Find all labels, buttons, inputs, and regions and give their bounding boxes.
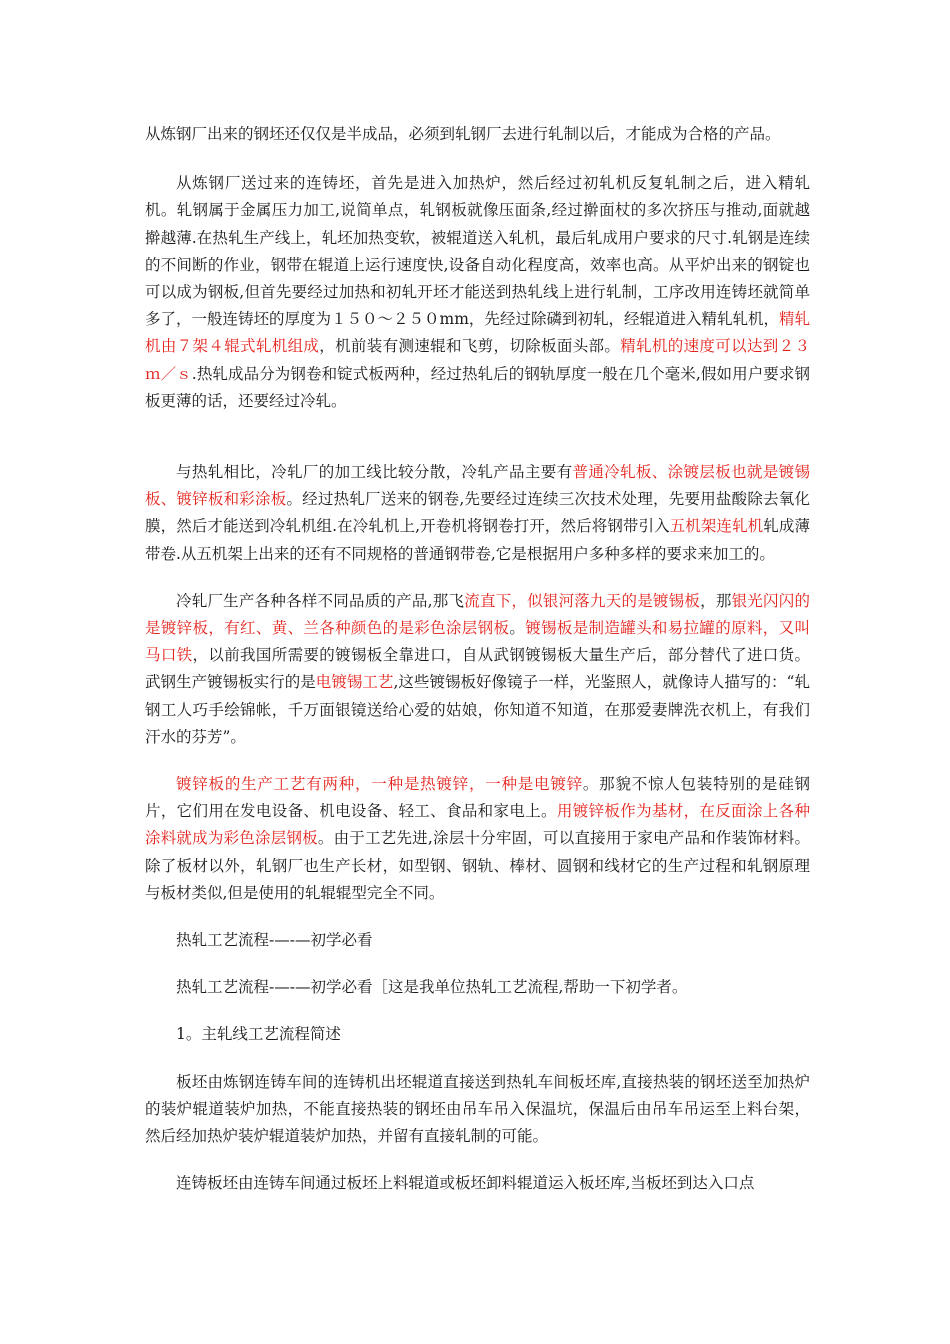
text-run: 。经过热轧厂送来的钢卷,先要经过连续三次技术处理，先要用盐酸除去氧化膜，然后才能送到冷轧机组.在冷轧机上,开卷机将钢卷打开，然后将钢带引入 bbox=[145, 490, 810, 536]
paragraph-5 bbox=[145, 771, 810, 907]
highlighted-text: 精轧机由７架４辊式轧机组成 bbox=[145, 310, 810, 356]
highlighted-text: 普通冷轧板、涂镀层板也就是镀锡板、镀锌板和彩涂板 bbox=[145, 463, 810, 509]
text-run: 从炼钢厂送过来的连铸坯，首先是进入加热炉，然后经过初轧机反复轧制之后，进入精轧机。轧钢属于金属压力加工,说简单点，轧钢板就像压面条,经过擀面杖的多次挤压与推动,面就越擀越薄.在热轧生产线上，轧坯加热变软，被辊道送入轧机，最后轧成用户要求的尺寸.轧钢是连续的不间断的作业，钢带在辊道上运行速度快,设备自动化程度高，效率也高。从平炉出来的钢锭也可以成为钢板,但首先要经过加热和初轧开坯才能送到热轧线上进行轧制，工序改用连铸坯就简单多了，一般连铸坯的厚度为１５０～２５０mm，先经过除磷到初轧，经辊道进入精轧轧机， bbox=[145, 174, 810, 329]
highlighted-text: 精轧机的速度可以达到２３ｍ／ｓ bbox=[145, 337, 810, 383]
text-run: 。由于工艺先进,涂层十分牢固，可以直接用于家电产品和作装饰材料。除了板材以外，轧钢厂也生产长材，如型钢、钢轨、棒材、圆钢和线材它的生产过程和轧钢原理与板材类似,但是使用的轧辊辊型完全不同。 bbox=[145, 829, 810, 902]
paragraph-1 bbox=[145, 121, 810, 148]
section-heading bbox=[145, 927, 810, 954]
text-run: 轧成薄带卷.从五机架上出来的还有不同规格的普通钢带卷,它是根据用户多种多样的要求来加工的。 bbox=[145, 517, 810, 563]
text-run: 板坯由炼钢连铸车间的连铸机出坯辊道直接送到热轧车间板坯库,直接热装的钢坯送至加热炉的装炉辊道装炉加热，不能直接热装的钢坯由吊车吊入保温坑，保温后由吊车吊运至上料台架，然后经加热炉装炉辊道装炉加热，并留有直接轧制的可能。 bbox=[145, 1072, 810, 1146]
text-run: .热轧成品分为钢卷和锭式板两种，经过热轧后的钢轨厚度一般在几个毫米,假如用户要求钢板更薄的话，还要经过冷轧。 bbox=[145, 364, 810, 410]
paragraph-6 bbox=[145, 974, 810, 1001]
text-run: ，机前装有测速辊和飞剪，切除板面头部。 bbox=[319, 337, 621, 356]
text-run: 热轧工艺流程-—-—初学必看［这是我单位热轧工艺流程,帮助一下初学者。 bbox=[176, 978, 688, 997]
text-run: 。 bbox=[509, 619, 526, 638]
text-run: ,这些镀锡板好像镜子一样，光鉴照人，就像诗人描写的：“轧钢工人巧手绘锦帐，千万面银镜送给心爱的姑娘，你知道不知道，在那爱妻牌洗衣机上，有我们汗水的芬芳”。 bbox=[145, 673, 810, 746]
document-page bbox=[145, 121, 810, 1198]
highlighted-text: 用镀锌板作为基材，在反面涂上各种涂料就成为彩色涂层钢板 bbox=[145, 802, 810, 848]
paragraph-3 bbox=[145, 459, 810, 568]
highlighted-text: 银光闪闪的是镀锌板，有红、黄、兰各种颜色的是彩色涂层钢板 bbox=[145, 591, 810, 638]
paragraph-8 bbox=[145, 1170, 810, 1197]
highlighted-text: 电镀锡工艺 bbox=[315, 673, 394, 692]
highlighted-text: 镀锡板是制造罐头和易拉罐的原料，又叫马口铁 bbox=[145, 619, 810, 665]
text-run: 冷轧厂生产各种各样不同品质的产品,那飞 bbox=[176, 591, 465, 610]
text-run: 热轧工艺流程-—-—初学必看 bbox=[176, 931, 373, 950]
highlighted-text: 流直下，似银河落九天的是镀锡板 bbox=[464, 591, 701, 610]
text-run: 1。主轧线工艺流程简述 bbox=[176, 1025, 341, 1044]
subsection-heading bbox=[145, 1021, 810, 1048]
text-run: 从炼钢厂出来的钢坯还仅仅是半成品，必须到轧钢厂去进行轧制以后，才能成为合格的产品。 bbox=[145, 125, 781, 143]
paragraph-2 bbox=[145, 170, 810, 415]
text-run: 连铸板坯由连铸车间通过板坯上料辊道或板坯卸料辊道运入板坯库,当板坯到达入口点 bbox=[176, 1174, 755, 1193]
text-run: ，那 bbox=[700, 591, 732, 610]
text-run: 与热轧相比，冷轧厂的加工线比较分散，冷轧产品主要有 bbox=[176, 463, 573, 482]
text-run: ，以前我国所需要的镀锡板全靠进口，自从武钢镀锡板大量生产后，部分替代了进口货。武钢生产镀锡板实行的是 bbox=[145, 646, 810, 692]
paragraph-4 bbox=[145, 588, 810, 751]
highlighted-text: 镀锌板的生产工艺有两种，一种是热镀锌，一种是电镀锌 bbox=[176, 775, 583, 794]
text-run: 。那貌不惊人包装特别的是硅钢片，它们用在发电设备、机电设备、轻工、食品和家电上。 bbox=[145, 775, 810, 821]
paragraph-7 bbox=[145, 1069, 810, 1151]
highlighted-text: 五机架连轧机 bbox=[669, 517, 764, 536]
